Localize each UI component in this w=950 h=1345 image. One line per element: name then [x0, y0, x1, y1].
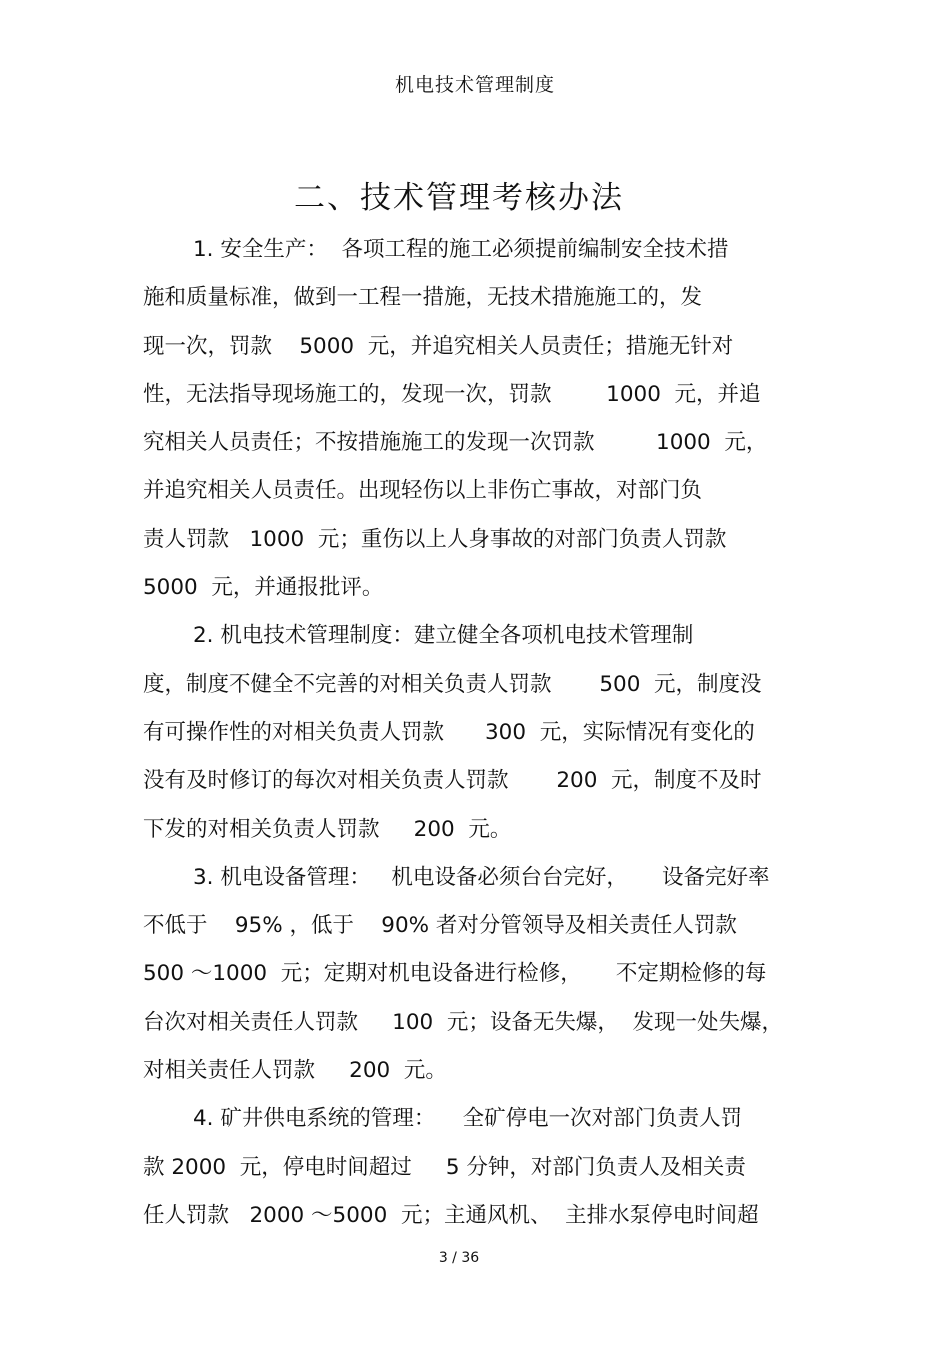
paragraph-1-line: 并追究相关人员责任。出现轻伤以上非伤亡事故，对部门负 [143, 478, 703, 504]
paragraph-1-line: 责人罚款 1000 元；重伤以上人身事故的对部门负责人罚款 [143, 526, 727, 552]
paragraph-4-line: 任人罚款 2000 ～5000 元；主通风机、 主排水泵停电时间超 [143, 1202, 759, 1228]
paragraph-1-line: 5000 元，并通报批评。 [143, 575, 384, 601]
paragraph-2-line: 有可操作性的对相关负责人罚款 300 元，实际情况有变化的 [143, 719, 755, 745]
paragraph-3-line: 不低于 95% ，低于 90% 者对分管领导及相关责任人罚款 [143, 913, 737, 939]
paragraph-3-line: 台次对相关责任人罚款 100 元；设备无失爆， 发现一处失爆， [143, 1009, 784, 1035]
paragraph-1-line: 究相关人员责任；不按措施施工的发现一次罚款 1000 元， [143, 430, 768, 456]
paragraph-3-line: 对相关责任人罚款 200 元。 [143, 1058, 447, 1084]
paragraph-1-line: 1. 安全生产： 各项工程的施工必须提前编制安全技术措 [193, 237, 729, 262]
paragraph-1-line: 施和质量标准，做到一工程一措施，无技术措施施工的，发 [143, 285, 703, 311]
paragraph-3-line: 500 ～1000 元；定期对机电设备进行检修， 不定期检修的每 [143, 961, 767, 987]
paragraph-2-line: 度，制度不健全不完善的对相关负责人罚款 500 元，制度没 [143, 671, 762, 697]
running-header: 机电技术管理制度 [394, 74, 555, 96]
section-title: 二、技术管理考核办法 [294, 180, 624, 216]
paragraph-1-line: 性，无法指导现场施工的，发现一次，罚款 1000 元，并追 [143, 381, 761, 407]
paragraph-4-line: 4. 矿井供电系统的管理： 全矿停电一次对部门负责人罚 [193, 1106, 743, 1132]
page-number: 3 / 36 [438, 1250, 480, 1266]
paragraph-1-line: 现一次，罚款 5000 元，并追究相关人员责任；措施无针对 [143, 333, 734, 359]
paragraph-2-line: 没有及时修订的每次对相关负责人罚款 200 元，制度不及时 [143, 768, 762, 794]
paragraph-4-line: 款 2000 元，停电时间超过 5 分钟，对部门负责人及相关责 [143, 1154, 746, 1180]
paragraph-2-line: 下发的对相关负责人罚款 200 元。 [143, 816, 512, 842]
body-text [143, 226, 813, 1240]
paragraph-3-line: 3. 机电设备管理： 机电设备必须台台完好， 设备完好率 [193, 864, 770, 890]
paragraph-2-line: 2. 机电技术管理制度：建立健全各项机电技术管理制 [193, 623, 694, 649]
